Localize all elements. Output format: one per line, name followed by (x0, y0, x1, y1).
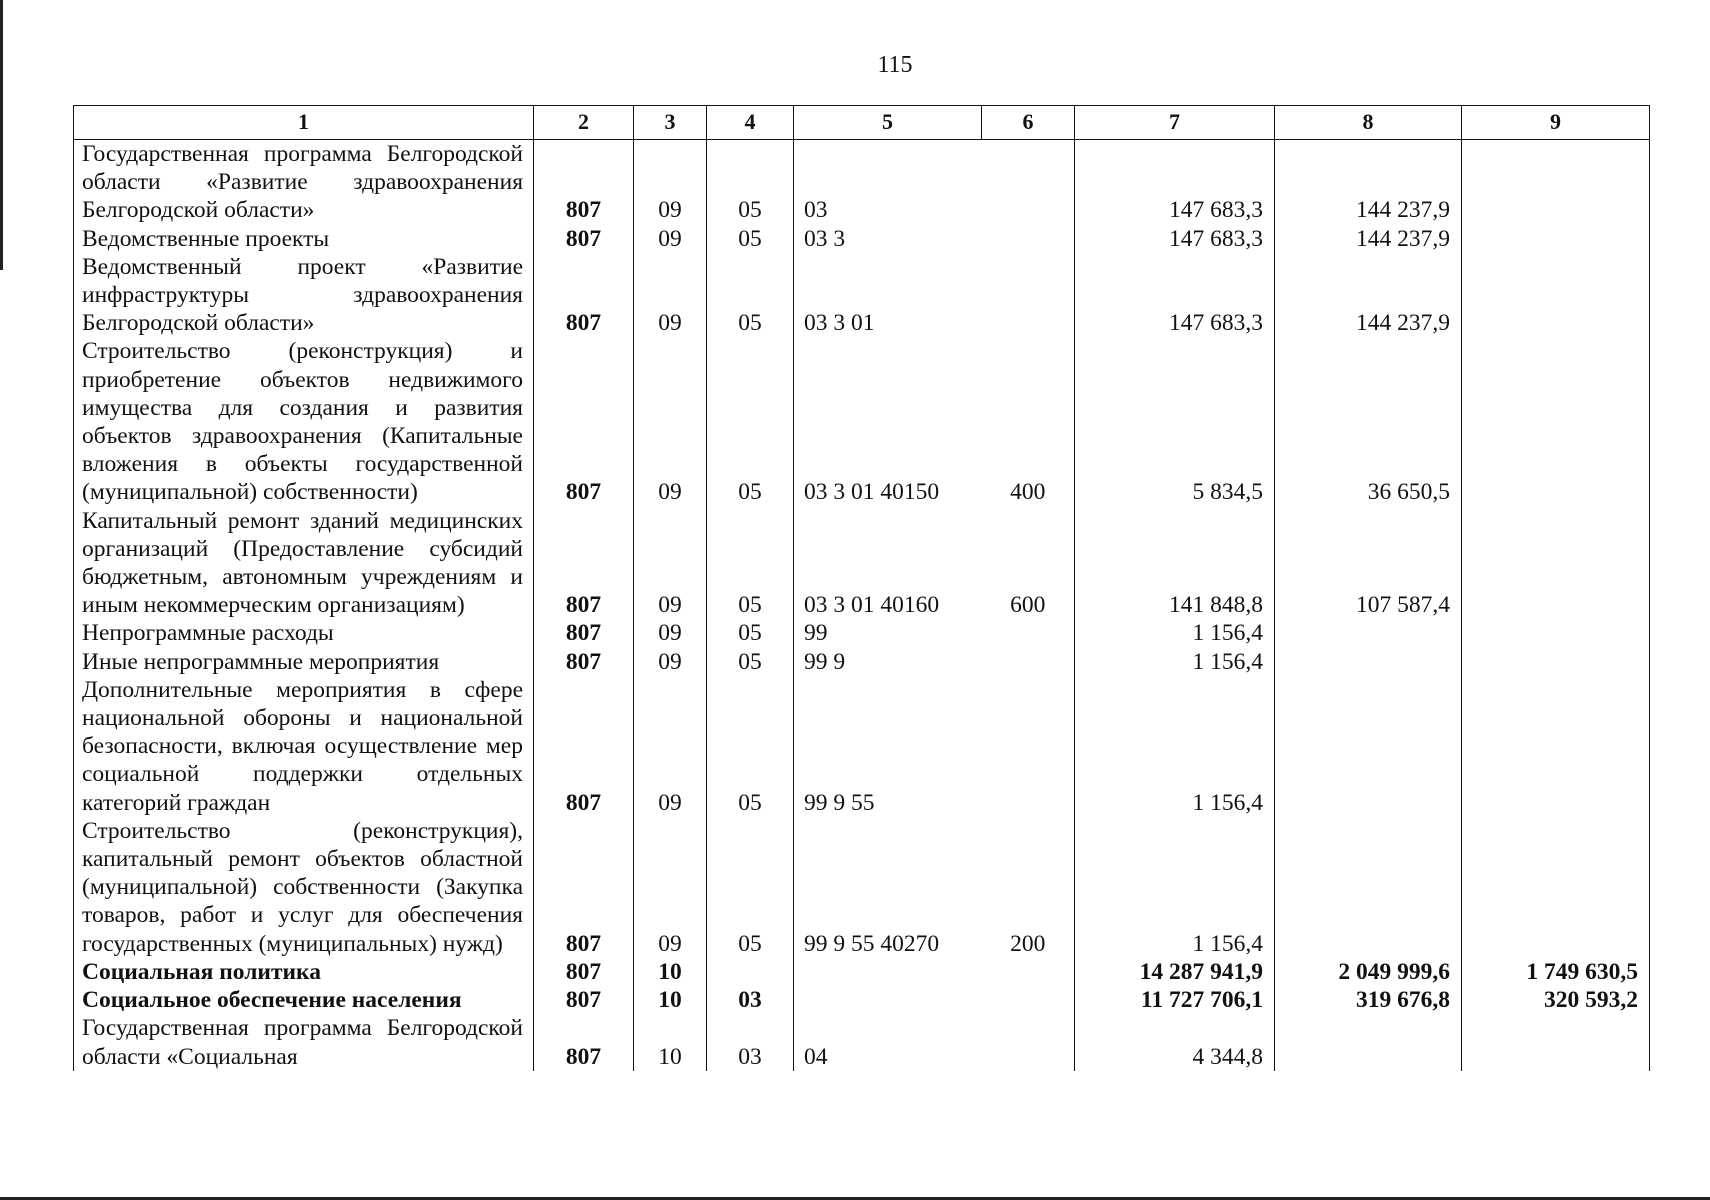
row-name-cell: Капитальный ремонт зданий медицинских организаций (Предоставление субсидий бюджетным, автономным учреждениям и иным некоммерческим организациям) (74, 507, 534, 620)
expense-type-cell: 600 (1010, 592, 1046, 619)
expense-type-cell (982, 986, 1075, 1014)
amount-col9-cell: 320 593,2 (1462, 986, 1650, 1014)
table-row (74, 337, 1650, 506)
row-name-cell: Государственная программа Белгородской области «Социальная (74, 1014, 534, 1070)
admin-code-cell: 807 (534, 140, 634, 225)
section-cell: 09 (634, 225, 707, 253)
target-article-cell: 03 3 01 40150 (804, 479, 940, 506)
target-article-cell: 03 3 01 40160 (804, 592, 940, 619)
row-name-cell: Непрограммные расходы (74, 619, 534, 647)
section-cell: 09 (634, 619, 707, 647)
admin-code-cell: 807 (534, 225, 634, 253)
amount-col7-cell: 5 834,5 (1075, 337, 1275, 506)
amount-col9-cell (1462, 507, 1650, 620)
amount-col8-cell (1275, 676, 1462, 817)
subsection-cell: 03 (707, 986, 794, 1014)
expense-type-cell (982, 253, 1075, 338)
amount-col7-cell: 4 344,8 (1075, 1014, 1275, 1070)
subsection-cell: 05 (707, 676, 794, 817)
amount-col9-cell (1462, 253, 1650, 338)
amount-col8-cell (1275, 1014, 1462, 1070)
header-cell: 6 (982, 106, 1075, 140)
amount-col8-cell: 107 587,4 (1275, 507, 1462, 620)
amount-col9-cell (1462, 676, 1650, 817)
admin-code-cell: 807 (534, 817, 634, 958)
table-row (74, 986, 1650, 1014)
row-name-cell: Ведомственные проекты (74, 225, 534, 253)
row-name-cell: Строительство (реконструкция) и приобретение объектов недвижимого имущества для создания и развития объектов здравоохранения (Капитальные вложения в объекты государственной (муниципальной) собственности) (74, 337, 534, 506)
header-cell: 8 (1275, 106, 1462, 140)
row-name-cell: Социальная политика (74, 958, 534, 986)
amount-col7-cell: 1 156,4 (1075, 619, 1275, 647)
header-cell: 3 (634, 106, 707, 140)
amount-col7-cell: 1 156,4 (1075, 648, 1275, 676)
section-cell: 09 (634, 676, 707, 817)
admin-code-cell: 807 (534, 253, 634, 338)
amount-col7-cell: 147 683,3 (1075, 140, 1275, 225)
section-cell: 10 (634, 958, 707, 986)
section-cell: 09 (634, 507, 707, 620)
table-row (74, 676, 1650, 817)
admin-code-cell: 807 (534, 958, 634, 986)
amount-col7-cell: 1 156,4 (1075, 676, 1275, 817)
amount-col7-cell: 11 727 706,1 (1075, 986, 1275, 1014)
expense-type-cell: 200 (1010, 930, 1046, 957)
amount-col9-cell (1462, 337, 1650, 506)
admin-code-cell: 807 (534, 619, 634, 647)
expense-type-cell (982, 648, 1075, 676)
subsection-cell: 05 (707, 253, 794, 338)
amount-col7-cell: 14 287 941,9 (1075, 958, 1275, 986)
subsection-cell: 05 (707, 225, 794, 253)
table-row (74, 1014, 1650, 1070)
expense-type-cell (982, 619, 1075, 647)
scan-edge-left (0, 0, 3, 270)
amount-col9-cell (1462, 1014, 1650, 1070)
target-article-cell (794, 986, 982, 1014)
amount-col9-cell (1462, 648, 1650, 676)
subsection-cell: 05 (707, 648, 794, 676)
admin-code-cell: 807 (534, 648, 634, 676)
section-cell: 09 (634, 648, 707, 676)
table-row (74, 817, 1650, 958)
row-name-cell: Дополнительные мероприятия в сфере национальной обороны и национальной безопасности, включая осуществление мер социальной поддержки отдельных категорий граждан (74, 676, 534, 817)
table-row (74, 140, 1650, 225)
row-name-cell: Социальное обеспечение населения (74, 986, 534, 1014)
table-row (74, 958, 1650, 986)
target-article-cell: 99 9 55 (804, 789, 875, 816)
row-name-cell: Государственная программа Белгородской области «Развитие здравоохранения Белгородской области» (74, 140, 534, 225)
admin-code-cell: 807 (534, 1014, 634, 1070)
expense-type-cell (982, 958, 1075, 986)
amount-col9-cell: 1 749 630,5 (1462, 958, 1650, 986)
admin-code-cell: 807 (534, 337, 634, 506)
target-article-cell: 99 (804, 620, 828, 647)
budget-table-container (73, 105, 1649, 1110)
table-row (74, 648, 1650, 676)
row-name-cell: Ведомственный проект «Развитие инфраструктуры здравоохранения Белгородской области» (74, 253, 534, 338)
expense-type-cell (982, 676, 1075, 817)
subsection-cell: 05 (707, 619, 794, 647)
expense-type-cell (982, 1014, 1075, 1070)
row-name-cell: Иные непрограммные мероприятия (74, 648, 534, 676)
admin-code-cell: 807 (534, 507, 634, 620)
amount-col8-cell: 144 237,9 (1275, 253, 1462, 338)
section-cell: 10 (634, 986, 707, 1014)
section-cell: 09 (634, 253, 707, 338)
table-row (74, 619, 1650, 647)
amount-col9-cell (1462, 140, 1650, 225)
subsection-cell: 05 (707, 817, 794, 958)
amount-col8-cell (1275, 648, 1462, 676)
amount-col7-cell: 147 683,3 (1075, 253, 1275, 338)
subsection-cell: 05 (707, 337, 794, 506)
amount-col8-cell (1275, 619, 1462, 647)
row-name-cell: Строительство (реконструкция), капитальный ремонт объектов областной (муниципальной) собственности (Закупка товаров, работ и услуг для обеспечения государственных (муниципальных) нужд) (74, 817, 534, 958)
subsection-cell: 05 (707, 140, 794, 225)
amount-col7-cell: 1 156,4 (1075, 817, 1275, 958)
amount-col9-cell (1462, 619, 1650, 647)
subsection-cell: 03 (707, 1014, 794, 1070)
table-row (74, 253, 1650, 338)
target-article-cell: 03 3 01 (804, 310, 875, 337)
target-article-cell: 99 9 55 40270 (804, 930, 940, 957)
header-row (74, 106, 1650, 140)
header-cell: 4 (707, 106, 794, 140)
table-row (74, 507, 1650, 620)
budget-table (73, 105, 1650, 1071)
amount-col9-cell (1462, 817, 1650, 958)
amount-col8-cell: 319 676,8 (1275, 986, 1462, 1014)
page-number: 115 (877, 52, 913, 78)
amount-col7-cell: 141 848,8 (1075, 507, 1275, 620)
target-article-cell: 99 9 (804, 648, 846, 675)
header-cell: 9 (1462, 106, 1650, 140)
target-article-cell: 03 3 (804, 225, 846, 252)
header-cell: 1 (74, 106, 534, 140)
expense-type-cell (982, 140, 1075, 225)
amount-col8-cell (1275, 817, 1462, 958)
amount-col8-cell: 144 237,9 (1275, 225, 1462, 253)
section-cell: 09 (634, 817, 707, 958)
expense-type-cell: 400 (1010, 479, 1046, 506)
table-body (74, 140, 1650, 1071)
header-cell: 2 (534, 106, 634, 140)
header-cell: 5 (794, 106, 982, 140)
target-article-cell (794, 958, 982, 986)
expense-type-cell (982, 225, 1075, 253)
admin-code-cell: 807 (534, 986, 634, 1014)
amount-col8-cell: 36 650,5 (1275, 337, 1462, 506)
admin-code-cell: 807 (534, 676, 634, 817)
amount-col9-cell (1462, 225, 1650, 253)
header-cell: 7 (1075, 106, 1275, 140)
section-cell: 09 (634, 140, 707, 225)
subsection-cell (707, 958, 794, 986)
target-article-cell: 03 (804, 197, 828, 224)
subsection-cell: 05 (707, 507, 794, 620)
target-article-cell: 04 (804, 1043, 828, 1070)
amount-col7-cell: 147 683,3 (1075, 225, 1275, 253)
table-row (74, 225, 1650, 253)
section-cell: 10 (634, 1014, 707, 1070)
amount-col8-cell: 2 049 999,6 (1275, 958, 1462, 986)
amount-col8-cell: 144 237,9 (1275, 140, 1462, 225)
section-cell: 09 (634, 337, 707, 506)
